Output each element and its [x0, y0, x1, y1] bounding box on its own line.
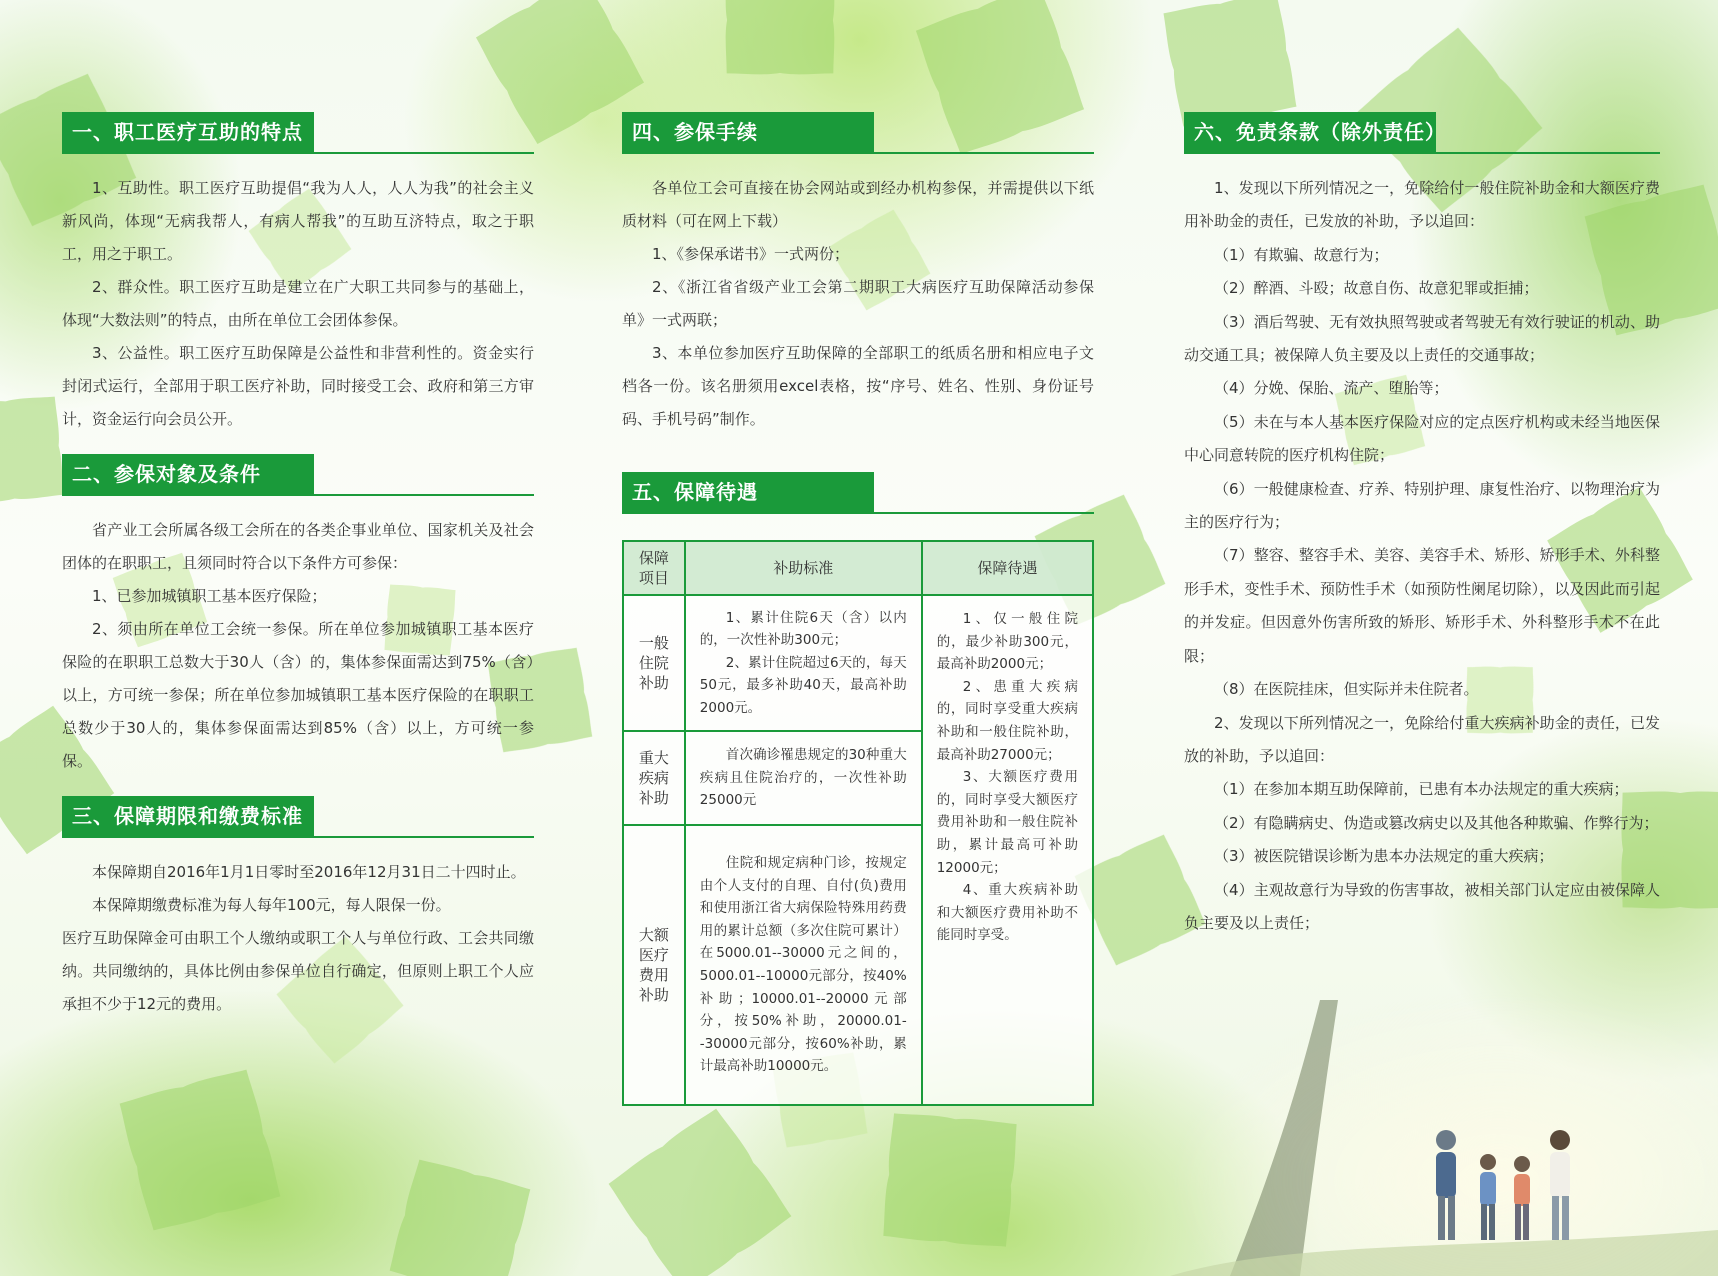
- section-rule: [62, 152, 534, 154]
- paragraph: 本保障期缴费标准为每人每年100元，每人限保一份。: [92, 896, 451, 914]
- section-exclusions: [1184, 112, 1660, 940]
- table-header-item: 保障项目: [623, 541, 685, 595]
- table-row: [623, 595, 1093, 731]
- section-title: 四、参保手续: [622, 112, 874, 152]
- cell-line: 首次确诊罹患规定的30种重大疾病且住院治疗的，一次性补助25000元: [699, 747, 907, 809]
- paragraph: 1、《参保承诺书》一式两份；: [652, 245, 850, 263]
- paragraph: 2、《浙江省省级产业工会第二期职工大病医疗互助保障活动参保单》一式两联；: [622, 278, 1094, 329]
- paragraph: （2）有隐瞒病史、伪造或篡改病史以及其他各种欺骗、作弊行为；: [1214, 813, 1659, 832]
- paragraph: 2、群众性。职工医疗互助是建立在广大职工共同参与的基础上，体现“大数法则”的特点，由所在单位工会团体参保。: [62, 278, 534, 329]
- column-left: [62, 112, 534, 1039]
- section-eligibility: [62, 454, 534, 778]
- section-title: 三、保障期限和缴费标准: [62, 796, 314, 836]
- cell-line: 4、重大疾病补助和大额医疗费用补助不能同时享受。: [936, 882, 1078, 944]
- paragraph: （1）有欺骗、故意行为；: [1214, 245, 1389, 264]
- paragraph: （4）分娩、保胎、流产、堕胎等；: [1214, 379, 1449, 398]
- table-cell-item: 一般住院补助: [623, 595, 685, 731]
- paragraph: 各单位工会可直接在协会网站或到经办机构参保，并需提供以下纸质材料（可在网上下载）: [622, 179, 1094, 230]
- paragraph: （5）未在与本人基本医疗保险对应的定点医疗机构或未经当地医保中心同意转院的医疗机构住院；: [1184, 412, 1660, 465]
- section-header: [62, 796, 534, 838]
- paragraph: 省产业工会所属各级工会所在的各类企事业单位、国家机关及社会团体的在职职工，且须同时符合以下条件方可参保：: [62, 521, 534, 572]
- section-header: [62, 454, 534, 496]
- section-rule: [62, 836, 534, 838]
- column-middle: [622, 112, 1094, 1124]
- section-features: [62, 112, 534, 436]
- paragraph: 1、发现以下所列情况之一，免除给付一般住院补助金和大额医疗费用补助金的责任，已发放的补助，予以追回：: [1184, 179, 1660, 231]
- section-rule: [622, 152, 1094, 154]
- column-right: [1184, 112, 1660, 958]
- section-rule: [1184, 152, 1660, 154]
- section-header: [1184, 112, 1660, 154]
- paragraph: 2、须由所在单位工会统一参保。所在单位参加城镇职工基本医疗保险的在职职工总数大于30人（含）的，集体参保面需达到75%（含）以上，方可统一参保；所在单位参加城镇职工基本医疗保险的在职职工总数少于30人的，集体参保面需达到85%（含）以上，方可统一参保。: [62, 620, 534, 770]
- table-header-benefit: 保障待遇: [922, 541, 1093, 595]
- cell-line: 2、累计住院超过6天的，每天50元，最多补助40天，最高补助2000元。: [699, 654, 907, 716]
- cell-line: 1、累计住院6天（含）以内的，一次性补助300元；: [699, 609, 907, 649]
- section-title: 六、免责条款（除外责任）: [1184, 112, 1436, 152]
- paragraph: （3）被医院错误诊断为患本办法规定的重大疾病；: [1214, 847, 1554, 866]
- paragraph: （2）醉酒、斗殴；故意自伤、故意犯罪或拒捕；: [1214, 279, 1539, 298]
- cell-line: 1、仅一般住院的，最少补助300元，最高补助2000元；: [936, 611, 1078, 673]
- paragraph: （7）整容、整容手术、美容、美容手术、矫形、矫形手术、外科整形手术，变性手术、预防性手术（如预防性阑尾切除），以及因此而引起的并发症。但因意外伤害所致的矫形、矫形手术、外科整形手术不在此限；: [1184, 546, 1660, 665]
- paragraph: 医疗互助保障金可由职工个人缴纳或职工个人与单位行政、工会共同缴纳。共同缴纳的，具体比例由参保单位自行确定，但原则上职工个人应承担不少于12元的费用。: [62, 929, 534, 1013]
- section-rule: [622, 512, 1094, 514]
- paragraph: （3）酒后驾驶、无有效执照驾驶或者驾驶无有效行驶证的机动、助动交通工具；被保障人负主要及以上责任的交通事故；: [1184, 312, 1660, 365]
- section-header: [622, 112, 1094, 154]
- section-title: 一、职工医疗互助的特点: [62, 112, 314, 152]
- paragraph: 1、已参加城镇职工基本医疗保险；: [92, 587, 327, 605]
- benefits-table: [622, 540, 1094, 1106]
- section-header: [62, 112, 534, 154]
- paragraph: 2、发现以下所列情况之一，免除给付重大疾病补助金的责任，已发放的补助，予以追回：: [1184, 713, 1660, 765]
- family-illustration: [1170, 960, 1718, 1276]
- cell-line: 3、大额医疗费用的，同时享受大额医疗费用补助和一般住院补助，累计最高可补助12000元；: [936, 769, 1078, 876]
- paragraph: （4）主观故意行为导致的伤害事故，被相关部门认定应由被保障人负主要及以上责任；: [1184, 880, 1660, 932]
- table-cell-standard: [685, 595, 922, 731]
- section-period-fees: [62, 796, 534, 1021]
- paragraph: （8）在医院挂床，但实际并未住院者。: [1214, 680, 1479, 699]
- paragraph: 本保障期自2016年1月1日零时至2016年12月31日二十四时止。: [92, 863, 526, 881]
- table-cell-item: 重大疾病补助: [623, 731, 685, 825]
- table-header-standard: 补助标准: [685, 541, 922, 595]
- table-cell-benefit: [922, 595, 1093, 1105]
- section-rule: [62, 494, 534, 496]
- section-header: [622, 472, 1094, 514]
- table-cell-item: 大额医疗费用补助: [623, 825, 685, 1105]
- paragraph: （6）一般健康检查、疗养、特别护理、康复性治疗、以物理治疗为主的医疗行为；: [1184, 479, 1660, 532]
- table-cell-standard: [685, 731, 922, 825]
- table-header-row: [623, 541, 1093, 595]
- section-procedures: [622, 112, 1094, 436]
- paragraph: 3、本单位参加医疗互助保障的全部职工的纸质名册和相应电子文档各一份。该名册须用excel表格，按“序号、姓名、性别、身份证号码、手机号码”制作。: [622, 344, 1094, 428]
- cell-line: 2、患重大疾病的，同时享受重大疾病补助和一般住院补助，最高补助27000元；: [936, 678, 1078, 763]
- section-title: 二、参保对象及条件: [62, 454, 314, 494]
- table-cell-standard: [685, 825, 922, 1105]
- cell-line: 住院和规定病种门诊，按规定由个人支付的自理、自付(负)费用和使用浙江省大病保险特殊用药费用的累计总额（多次住院可累计）在5000.01--30000元之间的， 5000.01--10000元部分，按40%补助；10000.01--20000元部分，按50%补助，20000.01--30000元部分，按60%补助，累计最高补助10000元。: [699, 855, 907, 1075]
- paragraph: （1）在参加本期互助保障前，已患有本办法规定的重大疾病；: [1214, 780, 1629, 799]
- paragraph: 1、互助性。职工医疗互助提倡“我为人人，人人为我”的社会主义新风尚，体现“无病我帮人，有病人帮我”的互助互济特点，取之于职工，用之于职工。: [62, 179, 534, 263]
- section-title: 五、保障待遇: [622, 472, 874, 512]
- paragraph: 3、公益性。职工医疗互助保障是公益性和非营利性的。资金实行封闭式运行，全部用于职工医疗补助，同时接受工会、政府和第三方审计，资金运行向会员公开。: [62, 344, 534, 428]
- section-benefits: [622, 472, 1094, 1106]
